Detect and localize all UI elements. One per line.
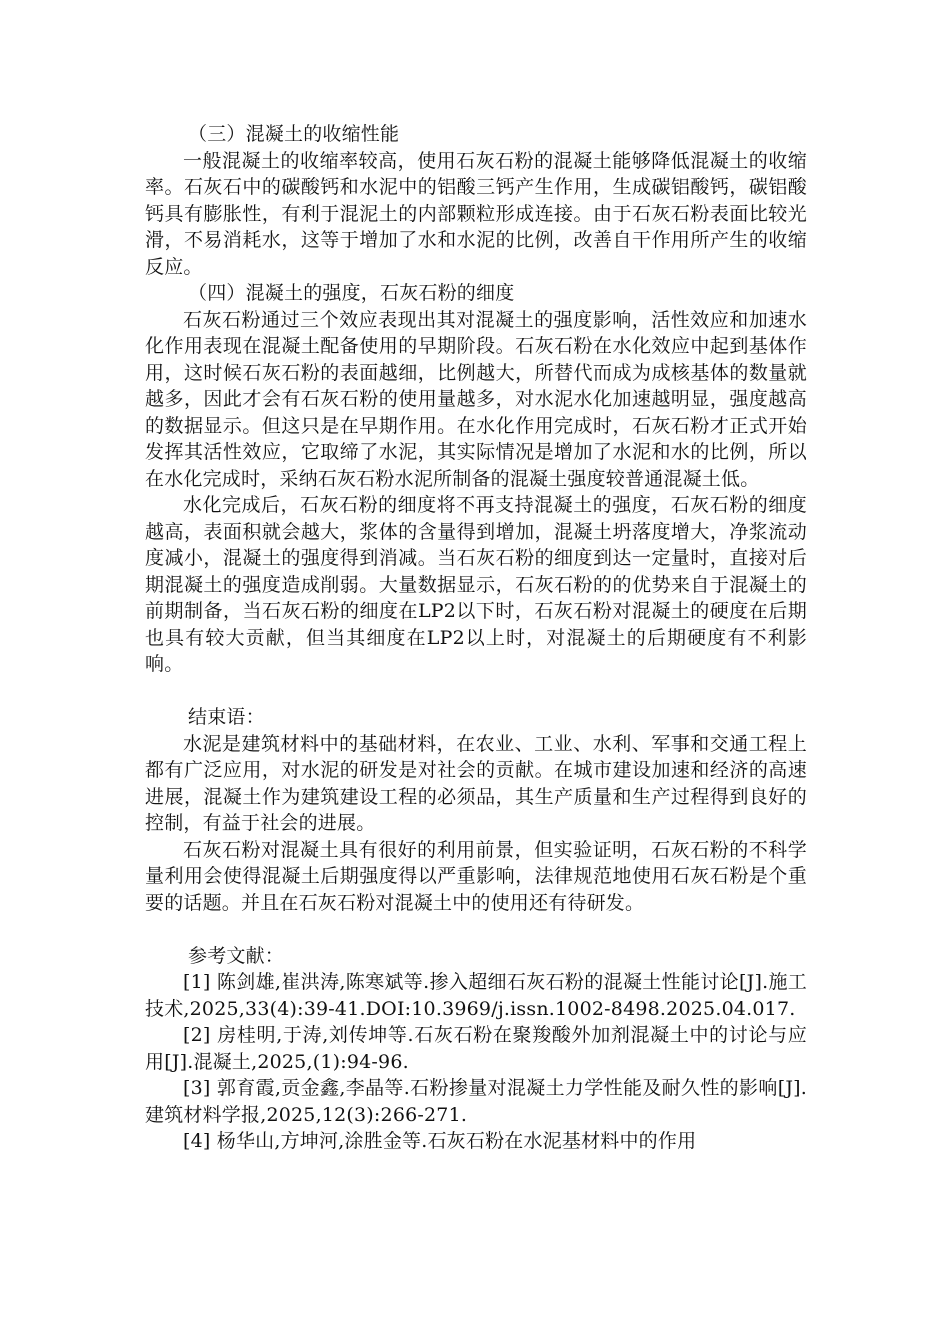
paragraph-strength-1: 石灰石粉通过三个效应表现出其对混凝土的强度影响，活性效应和加速水化作用表现在混凝土配备使用的早期阶段。石灰石粉在水化效应中起到基体作用，这时候石灰石粉的表面越细，比例越大，所替代而成为成核基体的数量就越多，因此才会有石灰石粉的使用量越多，对水泥水化加速越明显，强度越高的数据显示。但这只是在早期作用。在水化作用完成时，石灰石粉才正式开始发挥其活性效应，它取缔了水泥，其实际情况是增加了水泥和水的比例，所以在水化完成时，采纳石灰石粉水泥所制备的混凝土强度较普通混凝土低。 [145, 308, 807, 490]
section-heading-strength: （四）混凝土的强度，石灰石粉的细度 [188, 282, 515, 304]
spacer [145, 916, 807, 943]
references-title: 参考文献： [188, 944, 285, 967]
paragraph-shrinkage: 一般混凝土的收缩率较高，使用石灰石粉的混凝土能够降低混凝土的收缩率。石灰石中的碳酸钙和水泥中的铝酸三钙产生作用，生成碳铝酸钙，碳铝酸钙具有膨胀性，有利于混泥土的内部颗粒形成连接。由于石灰石粉表面比较光滑，不易消耗水，这等于增加了水和水泥的比例，改善自干作用所产生的收缩反应。 [145, 149, 807, 278]
reference-item-1: [1] 陈剑雄,崔洪涛,陈寒斌等.掺入超细石灰石粉的混凝土性能讨论[J].施工技术,2025,33(4):39-41.DOI:10.3969/j.issn.1002-8498.2025.04.017. [145, 971, 807, 1020]
reference-item-2: [2] 房桂明,于涛,刘传坤等.石灰石粉在聚羧酸外加剂混凝土中的讨论与应用[J].混凝土,2025,(1):94-96. [145, 1024, 807, 1073]
reference-item-3: [3] 郭育霞,贡金鑫,李晶等.石粉掺量对混凝土力学性能及耐久性的影响[J].建筑材料学报,2025,12(3):266-271. [145, 1077, 807, 1126]
paragraph-strength-2: 水化完成后，石灰石粉的细度将不再支持混凝土的强度，石灰石粉的细度越高，表面积就会越大，浆体的含量得到增加，混凝土坍落度增大，净浆流动度减小，混凝土的强度得到消减。当石灰石粉的细度到达一定量时，直接对后期混凝土的强度造成削弱。大量数据显示，石灰石粉的的优势来自于混凝土的前期制备，当石灰石粉的细度在LP2以下时，石灰石粉对混凝土的硬度在后期也具有较大贡献，但当其细度在LP2以上时，对混凝土的后期硬度有不利影响。 [145, 494, 807, 675]
reference-item-4: [4] 杨华山,方坤河,涂胜金等.石灰石粉在水泥基材料中的作用 [183, 1130, 697, 1152]
conclusion-paragraph-2: 石灰石粉对混凝土具有很好的利用前景，但实验证明，石灰石粉的不科学量利用会使得混凝土后期强度得以严重影响，法律规范地使用石灰石粉是个重要的话题。并且在石灰石粉对混凝土中的使用还有待研发。 [145, 838, 807, 914]
spacer [145, 678, 807, 705]
document-page [145, 121, 807, 1155]
section-heading-shrinkage: （三）混凝土的收缩性能 [188, 123, 400, 145]
conclusion-paragraph-1: 水泥是建筑材料中的基础材料，在农业、工业、水利、军事和交通工程上都有广泛应用，对水泥的研发是对社会的贡献。在城市建设加速和经济的高速进展，混凝土作为建筑建设工程的必须品，其生产质量和生产过程得到良好的控制，有益于社会的进展。 [145, 732, 807, 834]
conclusion-title: 结束语： [188, 706, 265, 728]
